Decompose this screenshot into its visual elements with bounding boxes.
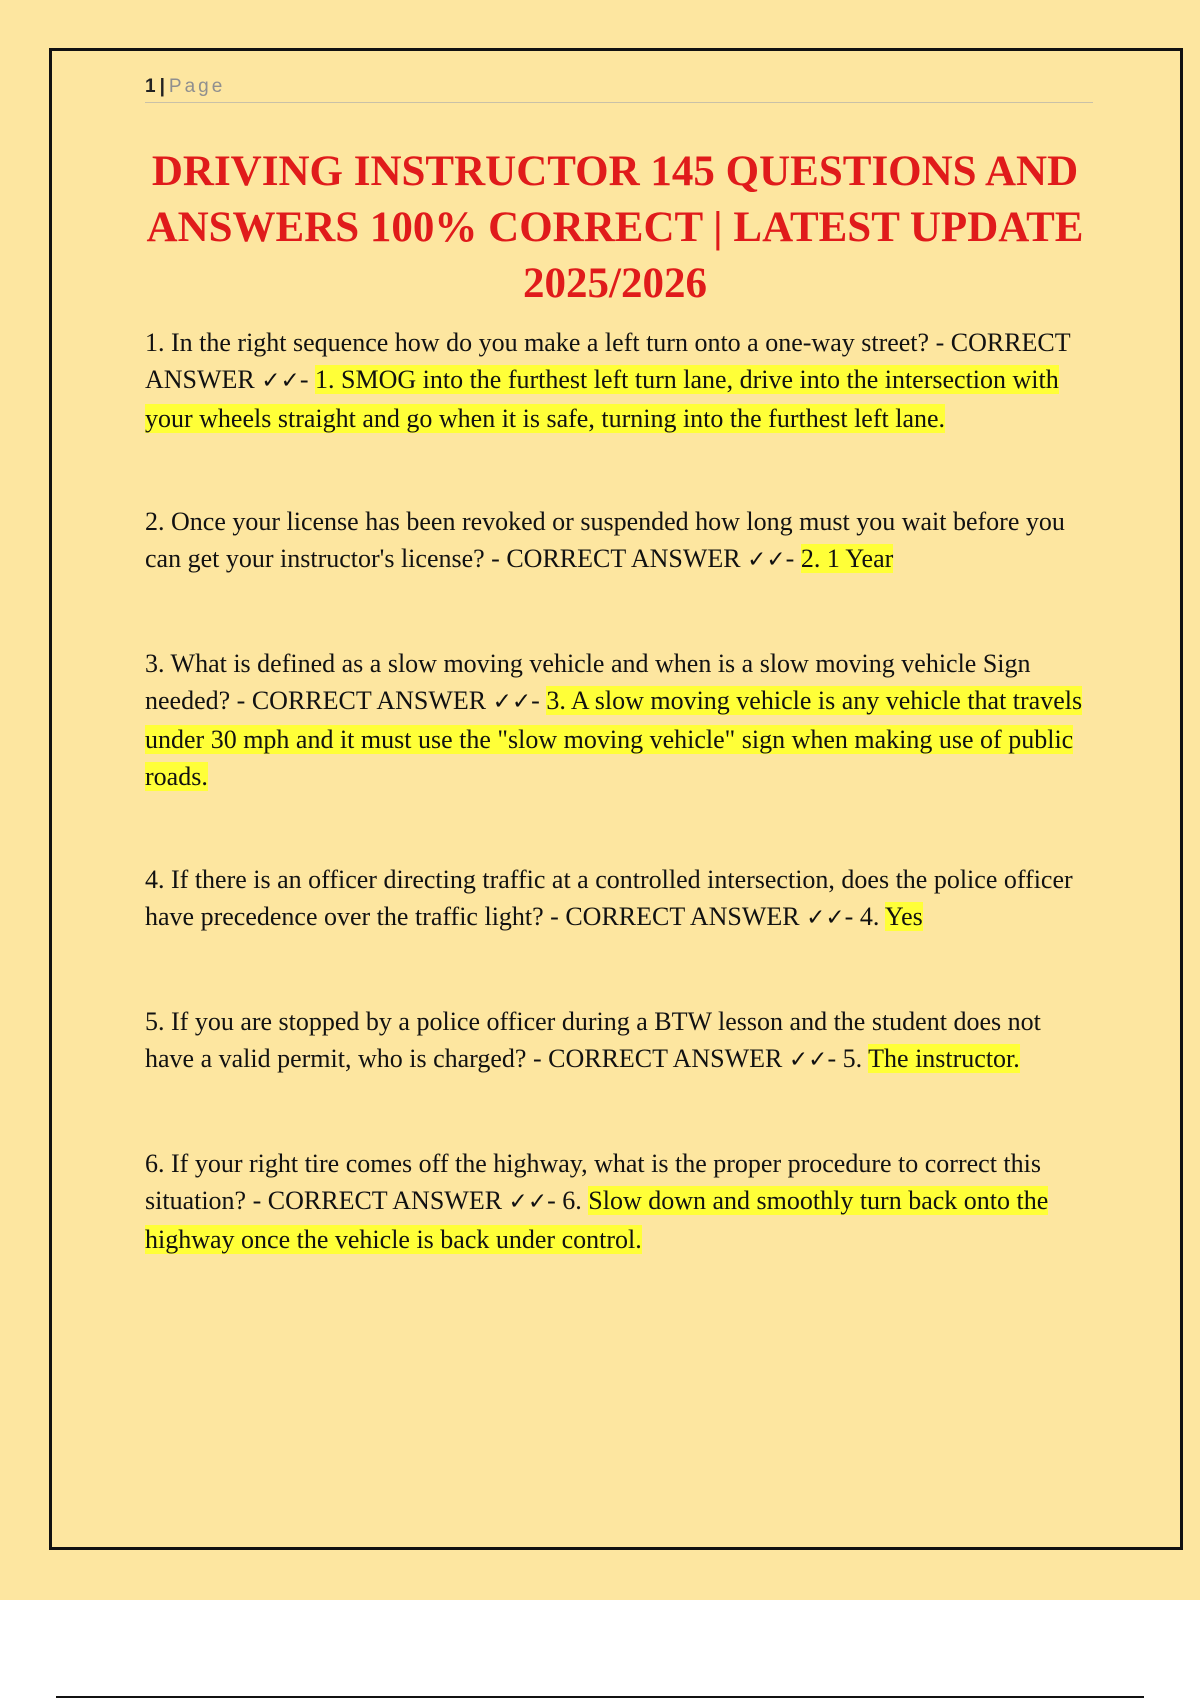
answer-label: CORRECT ANSWER (548, 1044, 783, 1073)
page-header (145, 74, 1093, 103)
check-icon: ✓✓ (788, 1047, 828, 1073)
next-page-rule (56, 1696, 1144, 1698)
page-number: 1 (145, 76, 156, 97)
qa-item-2: 2. Once your license has been revoked or suspended how long must you wait before you can get your instructor's license? - CORRECT ANSWER ✓✓- 2. 1 Year (145, 507, 1065, 573)
question-text: 4. If there is an officer directing traffic at a controlled intersection, does the police officer have precedence over the traffic light? - (145, 865, 1073, 931)
answer-text: 1. SMOG into the furthest left turn lane, drive into the intersection with your wheels straight and go when it is safe, turning into the furthest left lane. (145, 365, 1059, 433)
answer-text: 3. A slow moving vehicle is any vehicle that travels under 30 mph and it must use the "slow moving vehicle" sign when making use of public roads. (145, 686, 1083, 791)
check-icon: ✓✓ (806, 905, 845, 931)
qa-item-4: 4. If there is an officer directing traffic at a controlled intersection, does the police officer have precedence over the traffic light? - CORRECT ANSWER ✓✓- 4. Yes (145, 865, 1073, 931)
qa-item-6: 6. If your right tire comes off the highway, what is the proper procedure to correct this situation? - CORRECT ANSWER ✓✓- 6. Slow down and smoothly turn back onto the highway once the vehicle is back under control. (145, 1149, 1049, 1254)
qa-list (145, 324, 1090, 1324)
question-text: 2. Once your license has been revoked or suspended how long must you wait before you can get your instructor's license? - (145, 507, 1065, 573)
question-text: 1. In the right sequence how do you make a left turn onto a one-way street? - (145, 328, 945, 357)
answer-text: Yes (884, 902, 923, 931)
qa-item-3: 3. What is defined as a slow moving vehicle and when is a slow moving vehicle Sign needed? - CORRECT ANSWER ✓✓- 3. A slow moving vehicle is any vehicle that travels under 30 mph and it must use the "slow moving vehicle" sign when making use of public roads. (145, 649, 1083, 791)
answer-text: Slow down and smoothly turn back onto the highway once the vehicle is back under control. (145, 1186, 1049, 1254)
page-separator: | (159, 76, 165, 97)
document-title: DRIVING INSTRUCTOR 145 QUESTIONS AND ANSWERS 100% CORRECT | LATEST UPDATE 2025/2026 (146, 148, 1084, 307)
check-icon: ✓✓ (492, 689, 532, 715)
qa-item-5: 5. If you are stopped by a police officer during a BTW lesson and the student does not have a valid permit, who is charged? - CORRECT ANSWER ✓✓- 5. The instructor. (145, 1007, 1041, 1073)
answer-label: CORRECT ANSWER (145, 328, 1071, 394)
qa-item-1: 1. In the right sequence how do you make a left turn onto a one-way street? - CORRECT ANSWER ✓✓- 1. SMOG into the furthest left turn lane, drive into the intersection with your wheels straight and go when it is safe, turning into the furthest left lane. (145, 328, 1071, 433)
answer-text: 2. 1 Year (800, 544, 894, 573)
answer-label: CORRECT ANSWER (565, 902, 800, 931)
question-text: 6. If your right tire comes off the highway, what is the proper procedure to correct this situation? - (145, 1149, 1041, 1215)
answer-prefix: 4. (859, 902, 880, 931)
answer-prefix: 6. (562, 1186, 582, 1215)
answer-label: CORRECT ANSWER (267, 1186, 503, 1215)
question-text: 5. If you are stopped by a police officer during a BTW lesson and the student does not have a valid permit, who is charged? - (145, 1007, 1041, 1073)
question-text: 3. What is defined as a slow moving vehicle and when is a slow moving vehicle Sign needed? - (145, 649, 1031, 715)
answer-label: CORRECT ANSWER (506, 544, 741, 573)
answer-prefix: 5. (842, 1044, 863, 1073)
answer-text: The instructor. (868, 1044, 1020, 1073)
check-icon: ✓✓ (261, 368, 300, 394)
answer-label: CORRECT ANSWER (251, 686, 487, 715)
page-label: Page (168, 76, 226, 97)
check-icon: ✓✓ (508, 1189, 548, 1215)
check-icon: ✓✓ (747, 547, 786, 573)
